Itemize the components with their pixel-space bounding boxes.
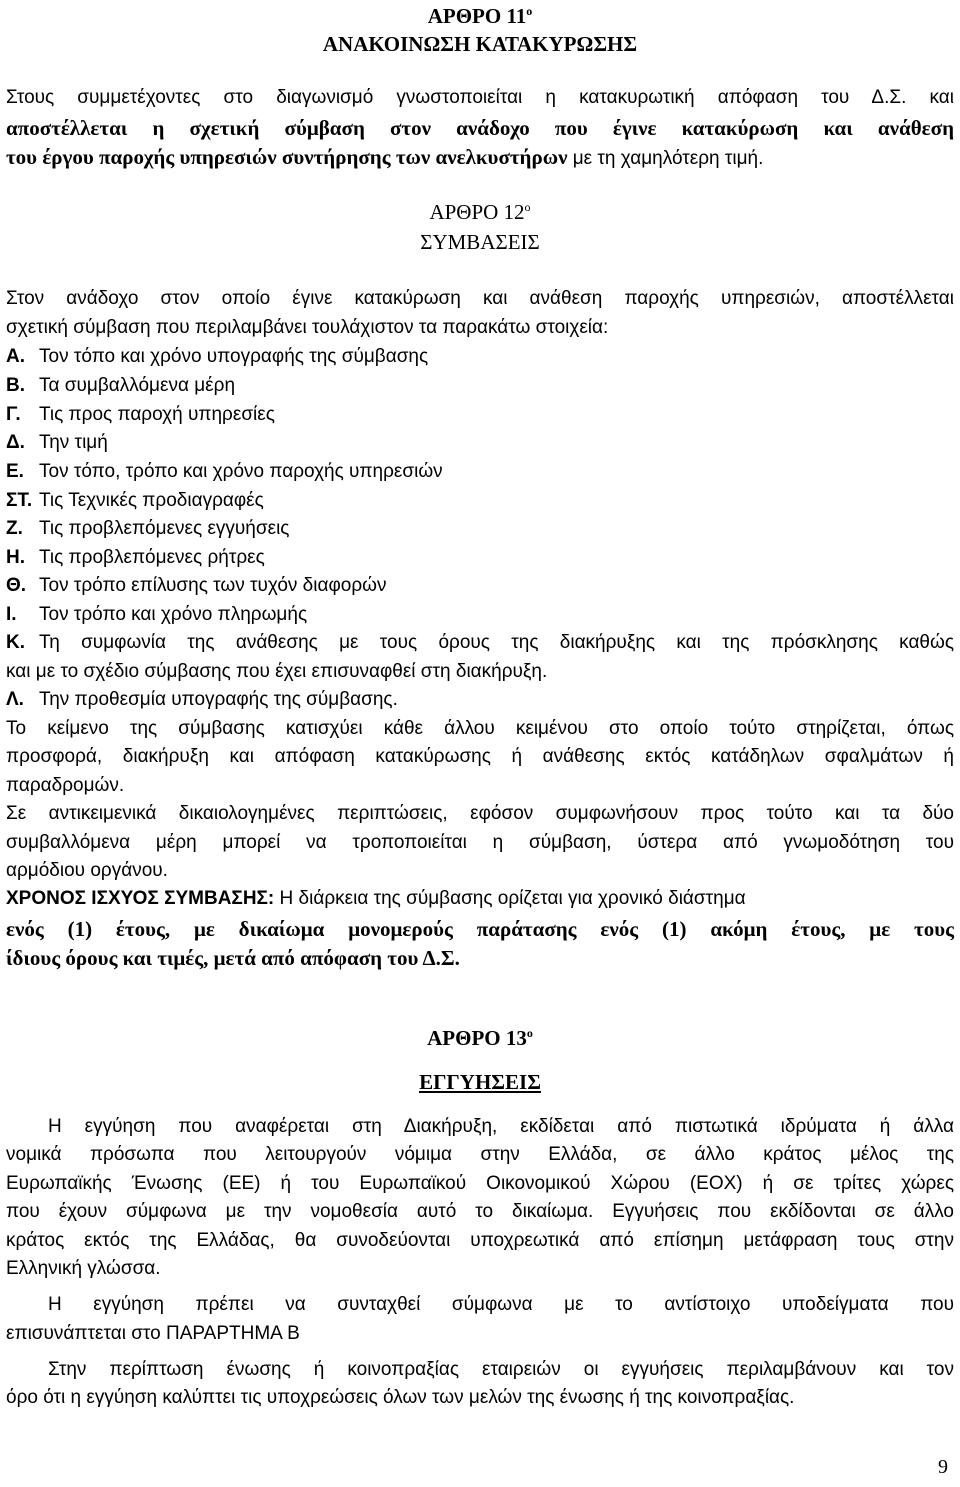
contract-duration-line: ενός (1) έτους, με δικαίωμα μονομερούς παράτασης ενός (1) ακόμη έτους, με τους (6, 917, 954, 941)
article-11-subheading: ΑΝΑΚΟΙΝΩΣΗ ΚΑΤΑΚΥΡΩΣΗΣ (322, 32, 638, 56)
paragraph-line: Η εγγύηση που αναφέρεται στη Διακήρυξη, εκδίδεται από πιστωτικά ιδρύματα ή άλλα (48, 1116, 954, 1137)
list-item: Λ. Την προθεσμία υπογραφής της σύμβασης. (6, 689, 398, 710)
article-11-line: του έργου παροχής υπηρεσιών συντήρησης των ανελκυστήρων με τη χαμηλότερη τιμή. (6, 145, 764, 169)
list-item: Δ. Την τιμή (6, 432, 108, 453)
list-item: Η. Τις προβλεπόμενες ρήτρες (6, 547, 265, 568)
paragraph-line: Στην περίπτωση ένωσης ή κοινοπραξίας εταιρειών οι εγγυήσεις περιλαμβάνουν και τον (48, 1359, 954, 1380)
article-12-intro: Στον ανάδοχο στον οποίο έγινε κατακύρωση και ανάθεση παροχής υπηρεσιών, αποστέλλεται (6, 288, 954, 309)
paragraph-line: Η εγγύηση πρέπει να συνταχθεί σύμφωνα με το αντίστοιχο υποδείγματα που (48, 1294, 954, 1315)
article-12-subheading: ΣΥΜΒΑΣΕΙΣ (420, 230, 540, 254)
article-13-heading: ΑΡΘΡΟ $13^o$ (427, 1026, 533, 1050)
list-item: Γ. Τις προς παροχή υπηρεσίες (6, 404, 275, 425)
paragraph-line: που έχουν σύμφωνα με την νομοθεσία αυτό το δικαίωμα. Εγγυήσεις που εκδίδονται σε άλλο (6, 1201, 954, 1222)
paragraph-line: Ελληνική γλώσσα. (6, 1258, 161, 1279)
list-item: ΣΤ. Τις Τεχνικές προδιαγραφές (6, 490, 264, 511)
paragraph-line: αρμόδιου οργάνου. (6, 860, 168, 881)
list-item: Θ. Τον τρόπο επίλυσης των τυχόν διαφορών (6, 575, 387, 596)
paragraph-line: επισυνάπτεται στο ΠΑΡΑΡΤΗΜΑ Β (6, 1323, 300, 1344)
article-11-line: Στους συμμετέχοντες στο διαγωνισμό γνωστοποιείται η κατακυρωτική απόφαση του Δ.Σ. και (6, 87, 954, 108)
list-item: Α. Τον τόπο και χρόνο υπογραφής της σύμβασης (6, 346, 429, 367)
page-number: 9 (938, 1456, 948, 1478)
list-item-continuation: και με το σχέδιο σύμβασης που έχει επισυναφθεί στη διακήρυξη. (6, 661, 548, 682)
paragraph-line: παραδρομών. (6, 775, 125, 796)
article-12-heading: ΑΡΘΡΟ $12^o$ (429, 200, 531, 224)
list-item: Ι. Τον τρόπο και χρόνο πληρωμής (6, 604, 308, 625)
article-13-subheading: ΕΓΓΥΗΣΕΙΣ (419, 1070, 541, 1094)
paragraph-line: προσφορά, διακήρυξη και απόφαση κατακύρωσης ή ανάθεσης εκτός κατάδηλων σφαλμάτων ή (6, 746, 954, 767)
article-11-heading: ΑΡΘΡΟ $11^o$ (427, 4, 533, 28)
list-item: Ε. Τον τόπο, τρόπο και χρόνο παροχής υπηρεσιών (6, 461, 443, 482)
paragraph-line: Ευρωπαϊκής Ένωσης (ΕΕ) ή του Ευρωπαϊκού Οικονομικού Χώρου (ΕΟΧ) ή σε τρίτες χώρες (6, 1173, 954, 1194)
paragraph-line: κράτος εκτός της Ελλάδας, θα συνοδεύονται υποχρεωτικά από επίσημη μετάφραση τους στην (6, 1230, 954, 1251)
article-11-line: αποστέλλεται η σχετική σύμβαση στον ανάδοχο που έγινε κατακύρωση και ανάθεση (6, 116, 954, 140)
article-12-intro: σχετική σύμβαση που περιλαμβάνει τουλάχιστον τα παρακάτω στοιχεία: (6, 317, 609, 338)
paragraph-line: συμβαλλόμενα μέρη μπορεί να τροποποιείται η σύμβαση, ύστερα από γνωμοδότηση του (6, 832, 954, 853)
paragraph-line: όρο ότι η εγγύηση καλύπτει τις υποχρεώσεις όλων των μελών της ένωσης ή της κοινοπραξίας. (6, 1387, 795, 1408)
contract-duration: ΧΡΟΝΟΣ ΙΣΧΥΟΣ ΣΥΜΒΑΣΗΣ: Η διάρκεια της σύμβασης ορίζεται για χρονικό διάστημα (6, 888, 746, 909)
contract-duration-line: ίδιους όρους και τιμές, μετά από απόφαση του Δ.Σ. (6, 946, 460, 970)
list-item: Ζ. Τις προβλεπόμενες εγγυήσεις (6, 518, 290, 539)
list-item: Κ. Τη συμφωνία της ανάθεσης με τους όρους της διακήρυξης και της πρόσκλησης καθώς (6, 632, 954, 653)
paragraph-line: Το κείμενο της σύμβασης κατισχύει κάθε άλλου κειμένου στο οποίο τούτο στηρίζεται, όπως (6, 718, 954, 739)
list-item: Β. Τα συμβαλλόμενα μέρη (6, 375, 236, 396)
paragraph-line: νομικά πρόσωπα που λειτουργούν νόμιμα στην Ελλάδα, σε άλλο κράτος μέλος της (6, 1144, 954, 1165)
paragraph-line: Σε αντικειμενικά δικαιολογημένες περιπτώσεις, εφόσον συμφωνήσουν προς τούτο και τα δύο (6, 803, 954, 824)
